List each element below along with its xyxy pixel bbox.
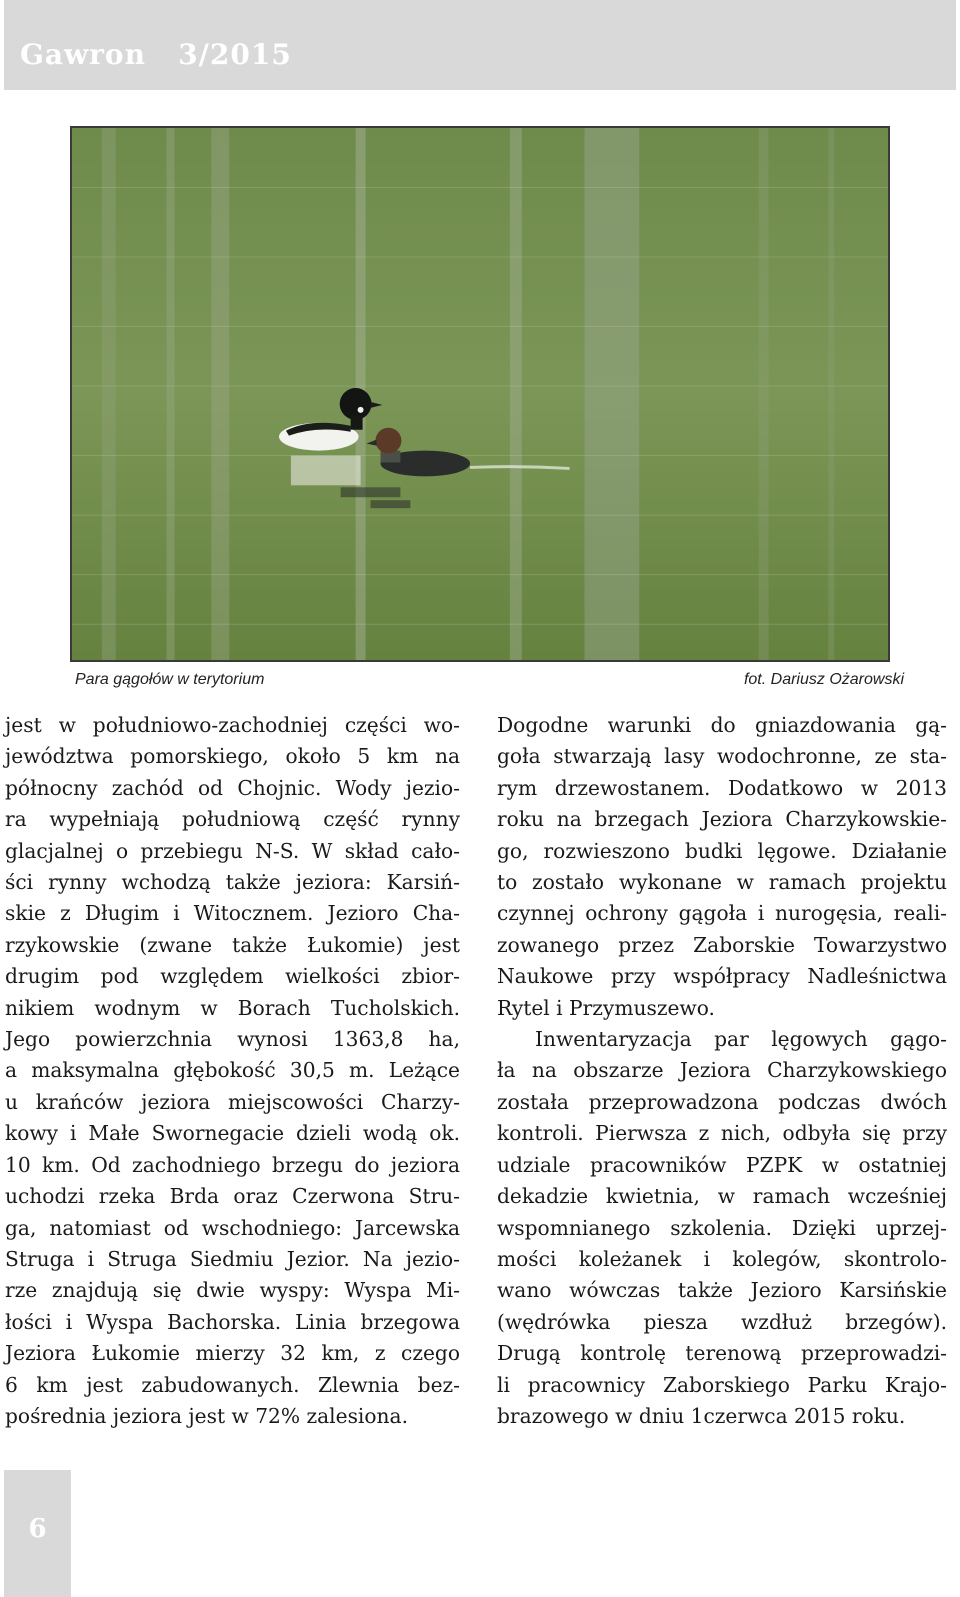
text-line: Rytel i Przymuszewo. — [497, 995, 715, 1020]
photo-credit: fot. Dariusz Ożarowski — [743, 671, 904, 688]
text-line: kowy i Małe Swornegacie dzieli wodą ok. — [5, 1121, 460, 1146]
text-line: ga, natomiast od wschodniego: Jarcewska — [5, 1215, 460, 1240]
text-line: zowanego przez Zaborskie Towarzystwo — [497, 932, 947, 957]
text-line: Inwentaryzacja par lęgowych gągo- — [535, 1027, 947, 1052]
text-line: to zostało wykonane w ramach projektu — [497, 870, 947, 895]
text-line: ści rynny wchodzą także jeziora: Karsiń- — [5, 870, 460, 895]
text-line: ra wypełniają południową część rynny — [5, 807, 460, 832]
text-line: udziale pracowników PZPK w ostatniej — [497, 1152, 947, 1177]
text-line: rze znajdują się dwie wyspy: Wyspa Mi- — [5, 1278, 460, 1303]
text-line: goła stwarzają lasy wodochronne, ze sta- — [497, 744, 947, 769]
text-line: jewództwa pomorskiego, około 5 km na — [5, 744, 460, 769]
text-line: łości i Wyspa Bachorska. Linia brzegowa — [5, 1309, 460, 1334]
text-line: brazowego w dniu 1czerwca 2015 roku. — [497, 1403, 906, 1428]
text-line: czynnej ochrony gągoła i nurogęsia, reali- — [497, 901, 947, 926]
text-line: jest w południowo-zachodniej części wo- — [5, 713, 460, 737]
text-line: (wędrówka piesza wzdłuż brzegów). — [497, 1309, 947, 1334]
lake-with-goldeneye-pair-image — [72, 128, 888, 660]
photo-caption: Para gągołów w terytorium — [75, 671, 265, 688]
text-line: 10 km. Od zachodniego brzegu do jeziora — [5, 1152, 460, 1177]
text-line: północny zachód od Chojnic. Wody jezio- — [5, 775, 460, 800]
text-line: została przeprowadzona podczas dwóch — [497, 1089, 947, 1114]
text-line: Naukowe przy współpracy Nadleśnictwa — [497, 964, 947, 989]
journal-title: Gawron 3/2015 — [20, 38, 292, 71]
text-line: Struga i Struga Siedmiu Jezior. Na jezio- — [5, 1246, 460, 1271]
text-line: rzykowskie (zwane także Łukomie) jest — [5, 932, 460, 957]
article-column-left — [5, 710, 460, 1432]
text-line: pośrednia jeziora jest w 72% zalesiona. — [5, 1403, 409, 1428]
page-number-tab — [4, 1470, 71, 1597]
text-line: 6 km jest zabudowanych. Zlewnia bez- — [5, 1372, 460, 1397]
page-number: 6 — [28, 1514, 47, 1544]
text-line: dekadzie kwietnia, w ramach wcześniej — [497, 1184, 947, 1209]
text-line: roku na brzegach Jeziora Charzykowskie- — [497, 807, 947, 832]
text-line: wano wówczas także Jezioro Karsińskie — [497, 1278, 947, 1303]
article-column-right — [497, 710, 947, 1432]
text-line: drugim pod względem wielkości zbior- — [5, 964, 460, 989]
text-line: nikiem wodnym w Borach Tucholskich. — [5, 995, 460, 1020]
page-header — [4, 0, 956, 90]
duck-photo — [70, 126, 890, 662]
text-line: skie z Długim i Witocznem. Jezioro Cha- — [5, 901, 460, 926]
text-line: Drugą kontrolę terenową przeprowadzi- — [497, 1341, 947, 1366]
text-line: go, rozwieszono budki lęgowe. Działanie — [497, 838, 947, 863]
text-line: Jego powierzchnia wynosi 1363,8 ha, — [5, 1027, 460, 1052]
text-line: rym drzewostanem. Dodatkowo w 2013 — [497, 775, 947, 800]
text-line: ła na obszarze Jeziora Charzykowskiego — [497, 1058, 947, 1083]
text-line: glacjalnej o przebiegu N-S. W skład cało- — [5, 838, 460, 863]
text-line: uchodzi rzeka Brda oraz Czerwona Stru- — [5, 1184, 460, 1209]
text-line: Jeziora Łukomie mierzy 32 km, z czego — [5, 1341, 460, 1366]
text-line: a maksymalna głębokość 30,5 m. Leżące — [5, 1058, 460, 1083]
text-line: wspomnianego szkolenia. Dzięki uprzej- — [497, 1215, 947, 1240]
text-line: kontroli. Pierwsza z nich, odbyła się przy — [497, 1121, 947, 1146]
text-line: li pracownicy Zaborskiego Parku Krajo- — [497, 1372, 947, 1397]
text-line: Dogodne warunki do gniazdowania gą- — [497, 713, 947, 737]
text-line: u krańców jeziora miejscowości Charzy- — [5, 1089, 460, 1114]
text-line: mości koleżanek i kolegów, skontrolo- — [497, 1246, 947, 1271]
